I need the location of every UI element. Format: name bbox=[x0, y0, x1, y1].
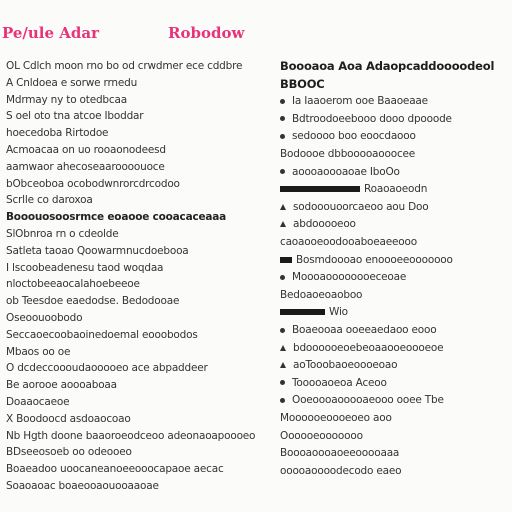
line-text: nloctobeeaocalahoebeeoe bbox=[6, 278, 140, 291]
line-text: Mbaos oo oe bbox=[6, 345, 71, 358]
line-text: aoooaoooaoae IboOo bbox=[292, 165, 400, 178]
left-text-line bbox=[6, 396, 270, 408]
right-text-line bbox=[280, 394, 506, 406]
line-text: aoTooobaoeoooeoao bbox=[293, 359, 398, 372]
line-text: BBOOC bbox=[280, 77, 325, 90]
right-text-line bbox=[280, 236, 506, 248]
line-text: Doaaocaeoe bbox=[6, 396, 70, 408]
right-text-line bbox=[280, 130, 506, 142]
line-text: Oooooeooooooo bbox=[280, 429, 363, 442]
line-text: Scrlle co daroxoa bbox=[6, 194, 93, 207]
right-text-line bbox=[280, 166, 506, 178]
left-text-line bbox=[6, 463, 270, 475]
left-text-line bbox=[6, 312, 270, 324]
line-text: bObceoboa ocobodwnrorcdrcodoo bbox=[6, 177, 180, 190]
line-text: Ooeoooaooooaeooo ooee Tbe bbox=[292, 394, 444, 407]
bullet-icon bbox=[280, 275, 285, 280]
left-text-line bbox=[6, 480, 270, 492]
line-text: Acmoacaa on uo rooaonodeesd bbox=[6, 144, 166, 156]
left-text-line bbox=[6, 127, 270, 139]
right-text-line bbox=[280, 95, 506, 107]
left-text-line bbox=[6, 262, 270, 274]
right-text-line bbox=[280, 342, 506, 354]
left-text-line bbox=[6, 446, 270, 458]
left-text-line bbox=[6, 110, 270, 122]
line-text: Boooaoooaoeeooooaaa bbox=[280, 447, 400, 460]
bullet-icon bbox=[280, 99, 285, 104]
document-title-right: Robodow bbox=[168, 24, 245, 42]
left-text-line bbox=[6, 228, 270, 240]
bullet-icon bbox=[280, 221, 286, 227]
line-text: Boooaoa Aoa Adaopcaddoooodeol bbox=[280, 60, 495, 72]
left-text-line bbox=[6, 60, 270, 72]
right-text-line bbox=[280, 183, 506, 195]
line-text: Bosmdoooao enoooeeooooooo bbox=[296, 253, 453, 266]
left-text-line bbox=[6, 430, 270, 442]
line-text: Satleta taoao Qoowarmnucdoebooa bbox=[6, 244, 189, 257]
right-text-line bbox=[280, 254, 506, 266]
line-text: Ia Iaaoerom ooe Baaoeaae bbox=[292, 95, 428, 108]
right-text-line bbox=[280, 306, 506, 318]
right-text-line bbox=[280, 430, 506, 442]
line-text: ooooaoooodecodo eaeo bbox=[280, 464, 402, 477]
line-text: Bdtroodoeebooo dooo dpooode bbox=[292, 112, 452, 125]
left-text-line bbox=[6, 178, 270, 190]
right-text-line bbox=[280, 377, 506, 389]
line-text: Tooooaoeoa Aceoo bbox=[292, 376, 387, 389]
right-text-line bbox=[280, 271, 506, 283]
left-text-line bbox=[6, 161, 270, 173]
right-text-line bbox=[280, 148, 506, 160]
bullet-icon bbox=[280, 116, 285, 121]
line-text: Nb Hgth doone baaoroeodceoo adeonaoapoooeo bbox=[6, 429, 256, 442]
line-text: sodooouoorcaeoo aou Doo bbox=[293, 200, 429, 213]
line-text: hoecedoba Rirtodoe bbox=[6, 127, 109, 140]
line-text: SlObnroa rn o cdeolde bbox=[6, 228, 119, 240]
left-text-line bbox=[6, 245, 270, 257]
right-text-line bbox=[280, 324, 506, 336]
right-text-line bbox=[280, 201, 506, 213]
line-text: S oel oto tna atcoe Iboddar bbox=[6, 110, 144, 123]
line-text: Oseoouoobodo bbox=[6, 312, 83, 324]
left-text-line bbox=[6, 379, 270, 391]
bullet-icon bbox=[280, 134, 285, 139]
right-text-line bbox=[280, 447, 506, 459]
line-text: ob Teesdoe eaedodse. Bedodooae bbox=[6, 295, 180, 308]
left-text-line bbox=[6, 413, 270, 425]
left-text-line bbox=[6, 278, 270, 290]
bullet-icon bbox=[280, 380, 285, 385]
right-text-line bbox=[280, 289, 506, 301]
redaction-bar bbox=[280, 186, 360, 192]
line-text: Roaoaoeodn bbox=[364, 183, 428, 196]
bullet-icon bbox=[280, 204, 286, 210]
right-text-line bbox=[280, 359, 506, 371]
right-text-line bbox=[280, 113, 506, 125]
document-title-left: Pe/ule Adar bbox=[2, 24, 100, 42]
line-text: Mdrmay ny to otedbcaa bbox=[6, 93, 127, 106]
line-text: abdooooeoo bbox=[293, 218, 356, 231]
line-text: X Boodoocd asdoaocoao bbox=[6, 412, 131, 425]
line-text: Boaeooaa ooeeaedaoo eooo bbox=[292, 324, 437, 336]
bullet-icon bbox=[280, 398, 285, 403]
line-text: Seccaoecoobaoinedoemal eooobodos bbox=[6, 328, 198, 341]
bullet-icon bbox=[280, 169, 285, 174]
right-text-line bbox=[280, 78, 506, 90]
left-text-line bbox=[6, 362, 270, 374]
line-text: Booouosoosrmce eoaooe cooacaceaaa bbox=[6, 211, 227, 224]
line-text: Bodoooe dbbooooaooocee bbox=[280, 148, 416, 160]
left-text-line bbox=[6, 211, 270, 223]
line-text: I lscoobeadenesu taod woqdaa bbox=[6, 261, 164, 274]
left-text-line bbox=[6, 144, 270, 156]
right-text-line bbox=[280, 60, 506, 72]
line-text: Be aorooe aoooaboaa bbox=[6, 379, 117, 392]
left-text-line bbox=[6, 94, 270, 106]
line-text: Moooooeoooeoeo aoo bbox=[280, 412, 392, 424]
left-text-line bbox=[6, 346, 270, 358]
bullet-icon bbox=[280, 362, 286, 368]
line-text: BDseeosoeb oo odeooeo bbox=[6, 446, 132, 459]
line-text: caoaooeoodooaboeaeeooo bbox=[280, 236, 417, 248]
left-text-line bbox=[6, 194, 270, 206]
line-text: Moooaoooooooeceoae bbox=[292, 271, 407, 284]
redaction-bar bbox=[280, 309, 325, 315]
line-text: bdoooooeoebeoaaooeoooeoe bbox=[293, 341, 444, 354]
bullet-icon bbox=[280, 328, 285, 333]
right-text-line bbox=[280, 218, 506, 230]
left-text-line bbox=[6, 329, 270, 341]
right-text-line bbox=[280, 412, 506, 424]
line-text: A Cnldoea e sorwe rrnedu bbox=[6, 76, 138, 89]
bullet-icon bbox=[280, 345, 286, 351]
left-text-line bbox=[6, 295, 270, 307]
line-text: sedoooo boo eoocdaooo bbox=[292, 130, 416, 143]
right-text-line bbox=[280, 465, 506, 477]
line-text: Bedoaoeoaoboo bbox=[280, 288, 363, 301]
line-text: Soaoaoac boaeooaouooaaoae bbox=[6, 480, 159, 492]
left-text-line bbox=[6, 77, 270, 89]
redaction-bar bbox=[280, 257, 292, 263]
line-text: Wio bbox=[329, 306, 348, 319]
line-text: OL Cdlch moon rno bo od crwdmer ece cddbre bbox=[6, 60, 243, 72]
line-text: aamwaor ahecoseaaroooouoce bbox=[6, 160, 165, 173]
line-text: Boaeadoo uoocaneanoeeooocapaoe aecac bbox=[6, 463, 224, 476]
line-text: O dcdeccoooudaooooeo ace abpaddeer bbox=[6, 362, 208, 375]
